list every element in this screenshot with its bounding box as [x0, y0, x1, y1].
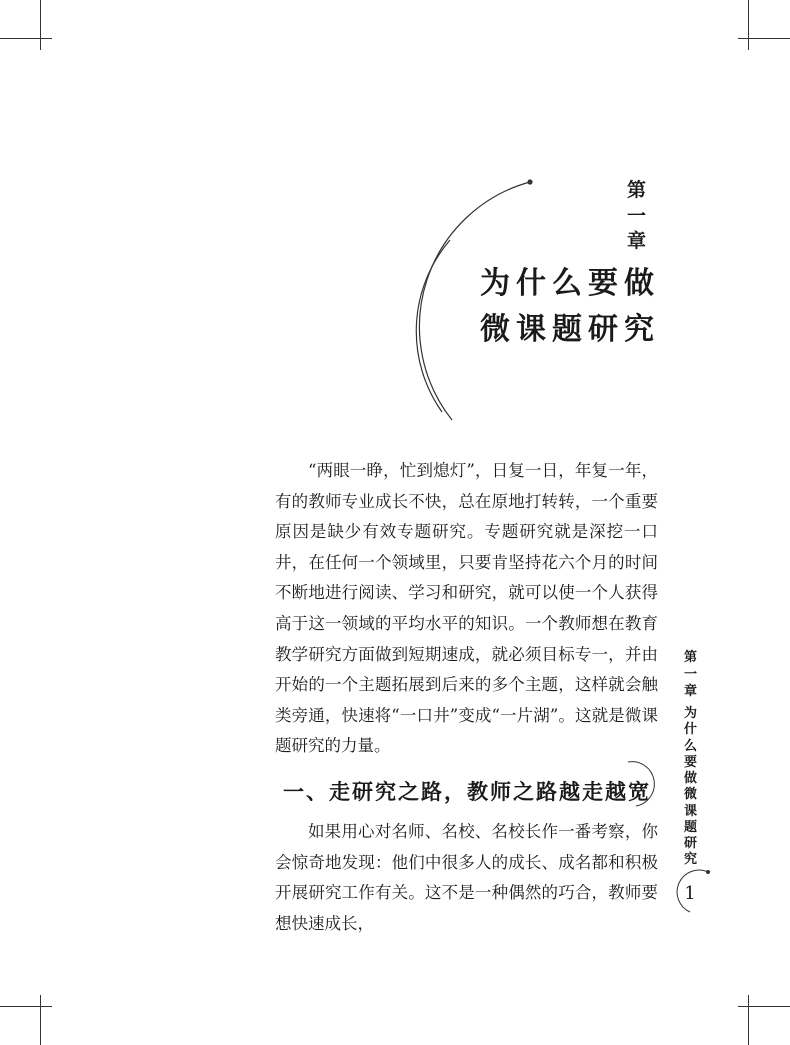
title-arc-inner: [416, 240, 450, 412]
body-paragraph-1: “两眼一睁，忙到熄灯”，日复一日，年复一年，有的教师专业成长不快，总在原地打转转，一个重要原因是缺少有效专题研究。专题研究就是深挖一口井，在任何一个领域里，只要肯坚持花六个月的时间不断地进行阅读、学习和研究，就可以使一个人获得高于这一领域的平均水平的知识。一个教师想在教育教学研究方面做到短期速成，就必须目标专一，并由开始的一个主题拓展到后来的多个主题，这样就会触类旁通，快速将“一口井”变成“一片湖”。这就是微课题研究的力量。: [275, 461, 658, 756]
page-number-dot: [706, 870, 710, 874]
side-chapter-title: 为什么要做微课题研究: [684, 706, 698, 868]
chapter-label: 第一章: [627, 179, 647, 253]
side-chapter-label: 第一章: [684, 650, 698, 699]
page-number: 1: [684, 883, 696, 904]
chapter-title-line-1: 为什么要做: [480, 266, 660, 301]
body-paragraph-2: 如果用心对名师、名校、名校长作一番考察，你会惊奇地发现：他们中很多人的成长、成名都和积极开展研究工作有关。这不是一种偶然的巧合，教师要想快速成长，: [275, 822, 658, 933]
title-arc-dot: [527, 179, 532, 184]
chapter-title-line-2: 微课题研究: [480, 312, 660, 347]
section-heading: 一、走研究之路，教师之路越走越宽: [283, 779, 651, 804]
